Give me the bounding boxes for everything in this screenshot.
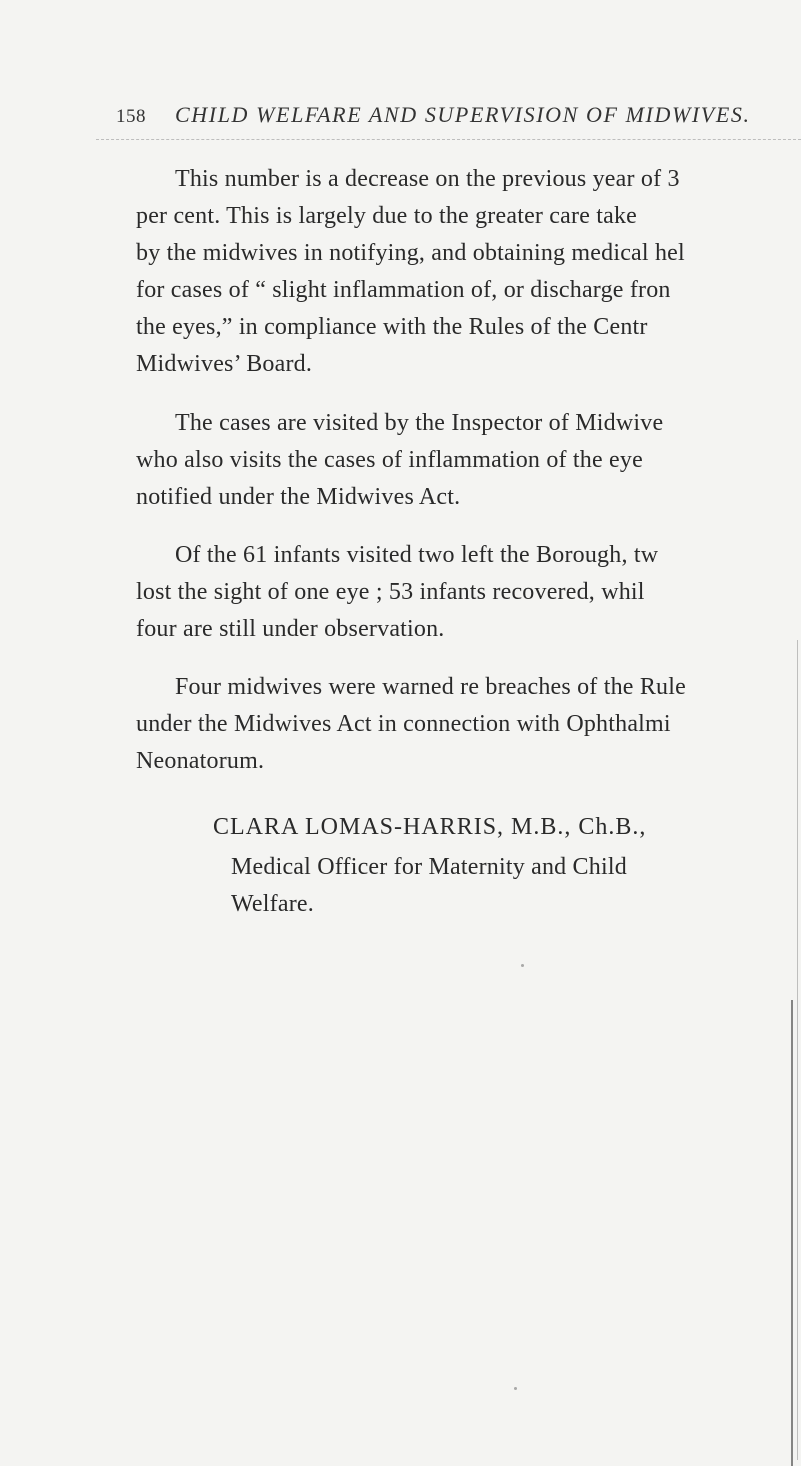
paragraph-2-line-1: The cases are visited by the Inspector of Midwive xyxy=(175,410,664,436)
paragraph-1-line-2: per cent. This is largely due to the greater care take xyxy=(136,203,638,229)
paragraph-4-line-3: Neonatorum. xyxy=(136,748,265,774)
paragraph-4-line-2: under the Midwives Act in connection with Ophthalmi xyxy=(136,711,671,737)
paragraph-1-line-4: for cases of “ slight inflammation of, or discharge fron xyxy=(136,277,671,303)
paragraph-3-line-3: four are still under observation. xyxy=(136,616,445,642)
paragraph-1-line-5: the eyes,” in compliance with the Rules of the Centr xyxy=(136,314,648,340)
paragraph-1-line-1: This number is a decrease on the previous year of 3 xyxy=(175,166,680,192)
running-title: CHILD WELFARE AND SUPERVISION OF MIDWIVES. xyxy=(175,102,751,127)
paragraph-2-line-2: who also visits the cases of inflammation of the eye xyxy=(136,447,643,473)
paragraph-1-line-6: Midwives’ Board. xyxy=(136,351,313,377)
paragraph-4-line-1: Four midwives were warned re breaches of the Rule xyxy=(175,674,686,700)
paragraph-3-line-1: Of the 61 infants visited two left the Borough, tw xyxy=(175,542,659,568)
page-edge-shadow xyxy=(791,1000,793,1466)
paragraph-1-line-3: by the midwives in notifying, and obtaining medical hel xyxy=(136,240,685,266)
page-number: 158 xyxy=(116,106,146,127)
paper-speck xyxy=(514,1387,517,1390)
signature-title-line-2: Welfare. xyxy=(231,891,314,917)
paragraph-2-line-3: notified under the Midwives Act. xyxy=(136,484,461,510)
signature-name: CLARA LOMAS-HARRIS, M.B., Ch.B., xyxy=(213,814,647,840)
paragraph-3-line-2: lost the sight of one eye ; 53 infants recovered, whil xyxy=(136,579,645,605)
signature-title-line-1: Medical Officer for Maternity and Child xyxy=(231,854,627,880)
paper-speck xyxy=(521,964,524,967)
page-edge-line xyxy=(797,640,798,1460)
